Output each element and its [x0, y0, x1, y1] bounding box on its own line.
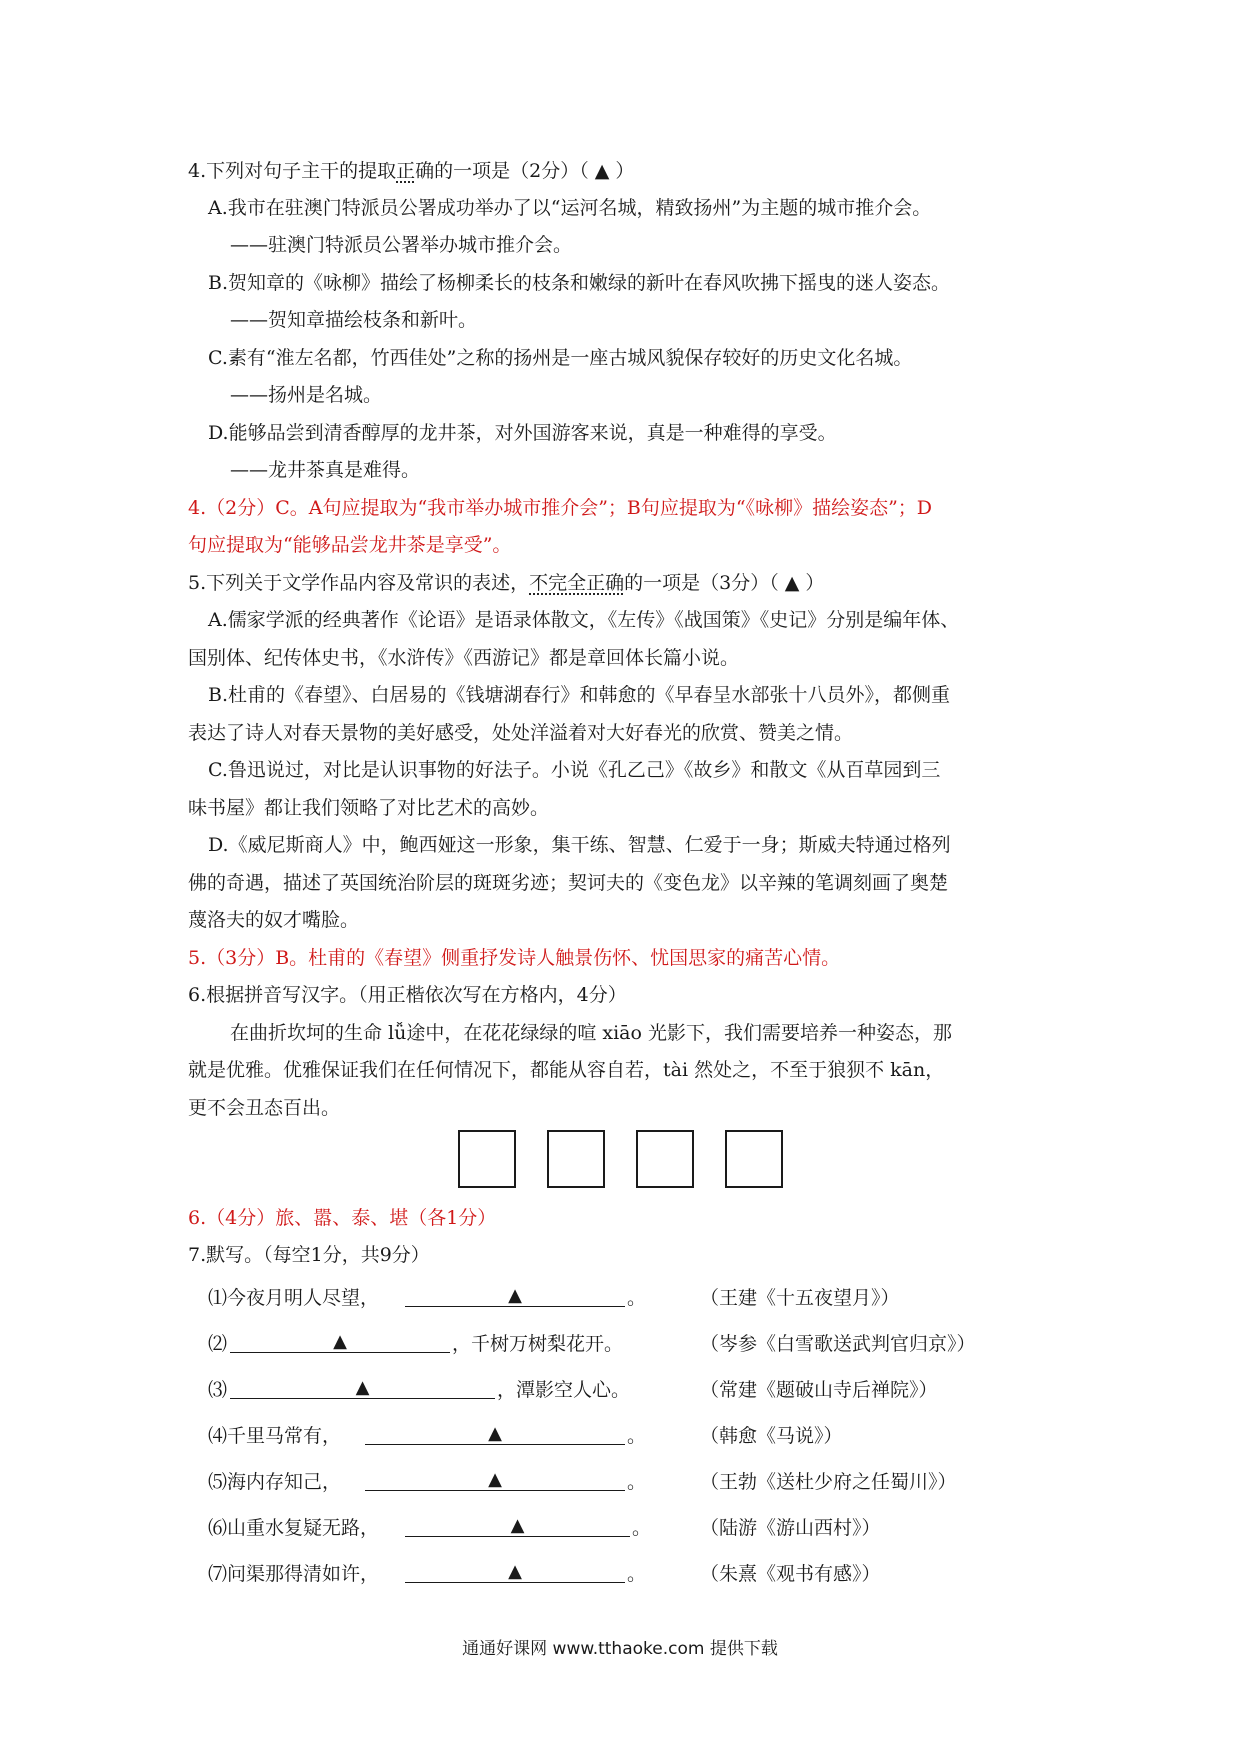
- q5-option-d-line3: 蔑洛夫的奴才嘴脸。: [188, 909, 360, 931]
- q7-item-1-pre: ⑴今夜月明人尽望，: [208, 1287, 380, 1309]
- q7-item-4-blank[interactable]: [365, 1423, 625, 1445]
- triangle-mark-icon: ▲: [488, 1423, 502, 1444]
- q7-item-6-post: 。: [632, 1517, 652, 1539]
- q5-option-a-line1: A.儒家学派的经典著作《论语》是语录体散文，《左传》《战国策》《史记》分别是编年体、: [208, 609, 960, 631]
- q4-answer-line1: 4.（2分）C。A句应提取为“我市举办城市推介会”；B句应提取为“《咏柳》描绘姿态”；D: [188, 497, 933, 519]
- q5-option-c-line2: 味书屋》都让我们领略了对比艺术的高妙。: [188, 797, 550, 819]
- q7-item-7-pre: ⑺问渠那得清如许，: [208, 1563, 380, 1585]
- q7-item-1-post: 。: [627, 1287, 647, 1309]
- q7-item-7-post: 。: [627, 1563, 647, 1585]
- q7-item-2-post: ，千树万树梨花开。: [452, 1333, 624, 1355]
- triangle-mark-icon: ▲: [508, 1561, 522, 1582]
- q7-item-1-source: （王建《十五夜望月》）: [700, 1287, 900, 1309]
- q5-option-d-line1: D.《威尼斯商人》中，鲍西娅这一形象，集干练、智慧、仁爱于一身；斯威夫特通过格列: [208, 834, 951, 856]
- q5-answer: 5.（3分）B。杜甫的《春望》侧重抒发诗人触景伤怀、忧国思家的痛苦心情。: [188, 947, 841, 969]
- answer-box-3[interactable]: [636, 1130, 694, 1188]
- q7-item-5-pre: ⑸海内存知己，: [208, 1471, 342, 1493]
- q4-option-b-extract: ——贺知章描绘枝条和新叶。: [230, 309, 478, 331]
- q4-option-b: B.贺知章的《咏柳》描绘了杨柳柔长的枝条和嫩绿的新叶在春风吹拂下摇曳的迷人姿态。: [208, 272, 951, 294]
- triangle-mark-icon: ▲: [333, 1331, 347, 1352]
- q7-item-6-blank[interactable]: [405, 1515, 630, 1537]
- q7-item-2-pre: ⑵: [208, 1333, 228, 1355]
- q6-stem: 6.根据拼音写汉字。（用正楷依次写在方格内，4分）: [188, 984, 627, 1006]
- q4-option-d: D.能够品尝到清香醇厚的龙井茶，对外国游客来说，真是一种难得的享受。: [208, 422, 837, 444]
- q4-option-a: A.我市在驻澳门特派员公署成功举办了以“运河名城，精致扬州”为主题的城市推介会。: [208, 197, 932, 219]
- q7-item-2-blank[interactable]: [230, 1331, 450, 1353]
- q7-item-5-post: 。: [627, 1471, 647, 1493]
- q4-answer-line2: 句应提取为“能够品尝龙井茶是享受”。: [188, 534, 512, 556]
- answer-box-1[interactable]: [458, 1130, 516, 1188]
- q5-option-c-line1: C.鲁迅说过，对比是认识事物的好法子。小说《孔乙己》《故乡》和散文《从百草园到三: [208, 759, 941, 781]
- q4-option-a-extract: ——驻澳门特派员公署举办城市推介会。: [230, 234, 573, 256]
- answer-box-2[interactable]: [547, 1130, 605, 1188]
- q7-item-5-source: （王勃《送杜少府之任蜀川》）: [700, 1471, 957, 1493]
- q7-item-3-post: ，潭影空人心。: [497, 1379, 631, 1401]
- q4-option-c-extract: ——扬州是名城。: [230, 384, 383, 406]
- q7-item-6-pre: ⑹山重水复疑无路，: [208, 1517, 380, 1539]
- q6-passage-line2: 就是优雅。优雅保证我们在任何情况下，都能从容自若，tài 然处之，不至于狼狈不 kān，: [188, 1059, 945, 1081]
- q7-item-7-source: （朱熹《观书有感》）: [700, 1563, 881, 1585]
- q7-item-6-source: （陆游《游山西村》）: [700, 1517, 881, 1539]
- q4-option-c: C.素有“淮左名都，竹西佳处”之称的扬州是一座古城风貌保存较好的历史文化名城。: [208, 347, 913, 369]
- q5-option-d-line2: 佛的奇遇，描述了英国统治阶层的斑斑劣迹；契诃夫的《变色龙》以辛辣的笔调刻画了奥楚: [188, 872, 949, 894]
- q7-item-1-blank[interactable]: [405, 1285, 625, 1307]
- q7-item-5-blank[interactable]: [365, 1469, 625, 1491]
- q7-item-4-source: （韩愈《马说》）: [700, 1425, 843, 1447]
- q7-stem: 7.默写。（每空1分，共9分）: [188, 1244, 430, 1266]
- q7-item-4-post: 。: [627, 1425, 647, 1447]
- q5-option-a-line2: 国别体、纪传体史书，《水浒传》《西游记》都是章回体长篇小说。: [188, 647, 740, 669]
- q7-item-2-source: （岑参《白雪歌送武判官归京》）: [700, 1333, 976, 1355]
- q5-option-b-line1: B.杜甫的《春望》、白居易的《钱塘湖春行》和韩愈的《早春呈水部张十八员外》，都侧重: [208, 684, 951, 706]
- q5-option-b-line2: 表达了诗人对春天景物的美好感受，处处洋溢着对大好春光的欣赏、赞美之情。: [188, 722, 854, 744]
- q7-item-3-blank[interactable]: [230, 1377, 495, 1399]
- q7-item-4-pre: ⑷千里马常有，: [208, 1425, 342, 1447]
- answer-box-4[interactable]: [725, 1130, 783, 1188]
- q7-item-7-blank[interactable]: [405, 1561, 625, 1583]
- q7-item-3-pre: ⑶: [208, 1379, 228, 1401]
- q4-stem: 4.下列对句子主干的提取正确的一项是（2分）（ ▲ ）: [188, 160, 635, 182]
- q7-item-3-source: （常建《题破山寺后禅院》）: [700, 1379, 938, 1401]
- q6-passage-line1: 在曲折坎坷的生命 lǚ途中，在花花绿绿的喧 xiāo 光影下，我们需要培养一种姿态，那: [230, 1022, 952, 1044]
- q5-stem: 5.下列关于文学作品内容及常识的表述，不完全正确的一项是（3分）（ ▲ ）: [188, 572, 825, 594]
- q6-passage-line3: 更不会丑态百出。: [188, 1097, 341, 1119]
- footer-credit: 通通好课网 www.tthaoke.com 提供下载: [462, 1639, 778, 1659]
- q4-option-d-extract: ——龙井茶真是难得。: [230, 459, 421, 481]
- triangle-mark-icon: ▲: [355, 1377, 370, 1398]
- triangle-mark-icon: ▲: [508, 1285, 522, 1306]
- triangle-mark-icon: ▲: [510, 1515, 525, 1536]
- q6-answer: 6.（4分）旅、嚣、泰、堪（各1分）: [188, 1207, 497, 1229]
- triangle-mark-icon: ▲: [488, 1469, 502, 1490]
